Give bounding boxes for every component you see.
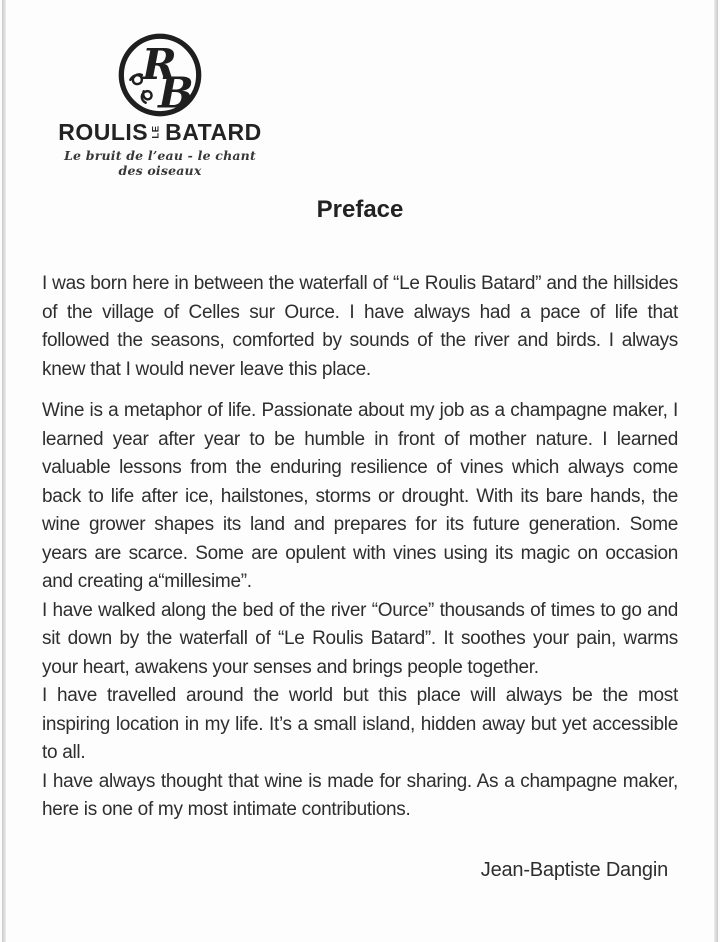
preface-paragraph-1: I was born here in between the waterfall of “Le Roulis Batard” and the hillsides of the village of Celles sur Ource. I have always had a pace of life that followed the seasons, comforted by sounds of the river and birds. I always knew that I would never leave this place. (42, 273, 678, 380)
wordmark-le (149, 121, 164, 143)
preface-paragraph-2: Wine is a metaphor of life. Passionate about my job as a champagne maker, I learned year after year to be humble in front of mother nature. I learned valuable lessons from the enduring resilience of vines which always come back to life after ice, hailstones, storms or drought. With its bare hands, the wine grower shapes its land and prepares for its future generation. Some years are scarce. Some are opulent with vines using its magic on occasion and creating a“millesime”. (42, 400, 678, 592)
brand-logo (55, 32, 265, 178)
page-edge-left (2, 0, 6, 942)
brand-tagline: Le bruit de l’eau - le chant des oiseaux (64, 148, 256, 178)
brand-wordmark (55, 120, 265, 144)
preface-paragraph-3: I have walked along the bed of the river “Ource” thousands of times to go and sit down by the waterfall of “Le Roulis Batard”. It soothes your pain, warms your heart, awakens your senses and brings people together. (42, 599, 678, 678)
preface-paragraph-4: I have travelled around the world but this place will always be the most inspiring location in my life. It’s a small island, hidden away but yet accessible to all. (42, 685, 678, 763)
preface-paragraph-5: I have always thought that wine is made for sharing. As a champagne maker, here is one of my most intimate contributions. (42, 770, 678, 820)
monogram-letter-r: R (141, 39, 177, 89)
page-title: Preface (316, 196, 404, 223)
preface-text (42, 270, 678, 825)
author-signature: Jean-Baptiste Dangin (480, 858, 668, 881)
page-edge-right (714, 0, 718, 942)
wordmark-batard: BATARD (165, 119, 262, 145)
rb-monogram-icon (117, 32, 203, 118)
wordmark-le-text: LE (150, 125, 162, 139)
monogram-letter-b: B (158, 68, 194, 118)
wordmark-roulis: ROULIS (58, 119, 149, 145)
